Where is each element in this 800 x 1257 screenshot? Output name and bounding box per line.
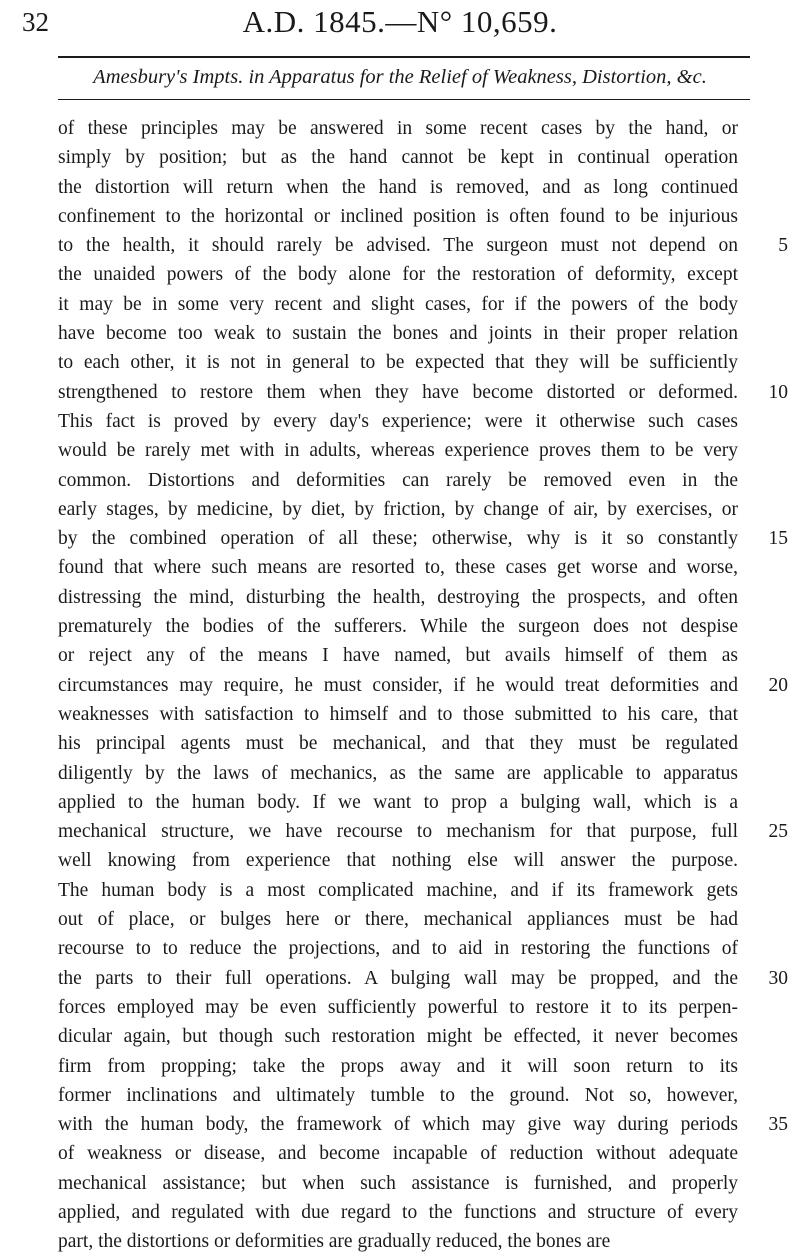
line-number: 15	[768, 528, 788, 550]
text-line: diligently by the laws of mechanics, as the same are applicable to apparatus	[58, 762, 738, 784]
text-line: applied, and regulated with due regard to the functions and structure of every	[58, 1201, 738, 1223]
text-line: the unaided powers of the body alone for the restoration of deformity, except	[58, 264, 738, 286]
text-line: have become too weak to sustain the bones and joints in their proper relation	[58, 323, 738, 345]
body-text	[58, 114, 738, 1257]
text-line: recourse to to reduce the projections, and to aid in restoring the functions of	[58, 938, 738, 960]
line-number: 5	[778, 235, 788, 257]
text-line: strengthened to restore them when they have become distorted or deformed.	[58, 381, 738, 403]
header-rule-bottom	[58, 99, 750, 100]
text-line: to each other, it is not in general to be expected that they will be sufficiently	[58, 352, 738, 374]
text-line: former inclinations and ultimately tumble to the ground. Not so, however,	[58, 1084, 738, 1106]
text-line: to the health, it should rarely be advised. The surgeon must not depend on	[58, 235, 738, 257]
text-line: the parts to their full operations. A bulging wall may be propped, and the	[58, 967, 738, 989]
text-line: common. Distortions and deformities can rarely be removed even in the	[58, 469, 738, 491]
text-line: by the combined operation of all these; otherwise, why is it so constantly	[58, 528, 738, 550]
line-number: 20	[768, 674, 788, 696]
text-line: mechanical structure, we have recourse to mechanism for that purpose, full	[58, 821, 738, 843]
text-line: weaknesses with satisfaction to himself and to those submitted to his care, that	[58, 703, 738, 725]
text-line: of these principles may be answered in some recent cases by the hand, or	[58, 118, 738, 139]
page-number: 32	[22, 7, 49, 37]
text-line: applied to the human body. If we want to prop a bulging wall, which is a	[58, 791, 738, 813]
text-line: well knowing from experience that nothing else will answer the purpose.	[58, 850, 738, 872]
text-line: firm from propping; take the props away and it will soon return to its	[58, 1055, 738, 1077]
text-line: found that where such means are resorted to, these cases get worse and worse,	[58, 557, 738, 579]
text-line: would be rarely met with in adults, whereas experience proves them to be very	[58, 440, 738, 462]
text-line: it may be in some very recent and slight cases, for if the powers of the body	[58, 293, 738, 315]
running-title: A.D. 1845.—N° 10,659.	[242, 4, 558, 39]
patent-subtitle: Amesbury's Impts. in Apparatus for the Relief of Weakness, Distortion, &c.	[93, 66, 707, 88]
header-rule-top	[58, 56, 750, 58]
text-line: part, the distortions or deformities are gradually reduced, the bones are	[58, 1231, 611, 1253]
text-line: the distortion will return when the hand is removed, and as long continued	[58, 176, 738, 198]
text-line: dicular again, but though such restoration might be effected, it never becomes	[58, 1026, 738, 1048]
text-line: with the human body, the framework of which may give way during periods	[58, 1114, 738, 1136]
text-line: The human body is a most complicated machine, and if its framework gets	[58, 879, 738, 901]
line-number: 35	[768, 1114, 788, 1136]
text-line: out of place, or bulges here or there, mechanical appliances must be had	[58, 909, 738, 931]
line-number: 10	[768, 381, 788, 403]
text-line: circumstances may require, he must consider, if he would treat deformities and	[58, 674, 738, 696]
text-line: early stages, by medicine, by diet, by friction, by change of air, by exercises, or	[58, 498, 738, 520]
text-line: his principal agents must be mechanical, and that they must be regulated	[58, 733, 738, 755]
text-line: mechanical assistance; but when such assistance is furnished, and properly	[58, 1172, 738, 1194]
text-line: of weakness or disease, and become incapable of reduction without adequate	[58, 1143, 738, 1165]
text-line: confinement to the horizontal or inclined position is often found to be injurious	[58, 205, 738, 227]
text-line: distressing the mind, disturbing the health, destroying the prospects, and often	[58, 586, 738, 608]
text-line: or reject any of the means I have named, but avails himself of them as	[58, 645, 738, 667]
text-line: forces employed may be even sufficiently powerful to restore it to its perpen-	[58, 996, 738, 1018]
line-number: 25	[768, 821, 788, 843]
text-line: prematurely the bodies of the sufferers. While the surgeon does not despise	[58, 616, 738, 638]
text-line: This fact is proved by every day's experience; were it otherwise such cases	[58, 410, 738, 432]
text-line: simply by position; but as the hand cannot be kept in continual operation	[58, 147, 738, 169]
line-number: 30	[768, 967, 788, 989]
